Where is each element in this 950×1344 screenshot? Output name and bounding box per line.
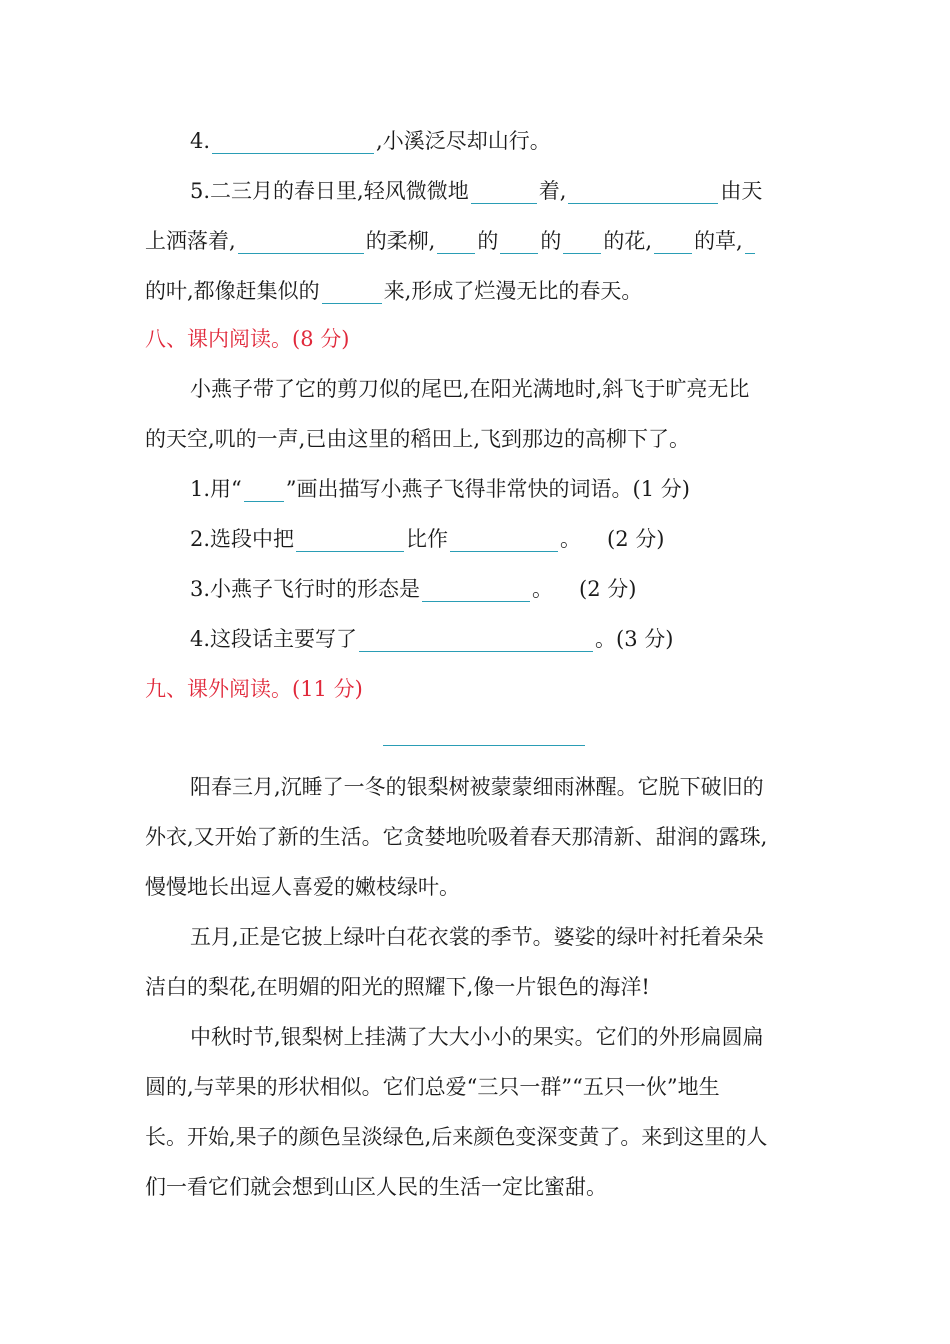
section-8-passage-line: 小燕子带了它的剪刀似的尾巴,在阳光满地时,斜飞于旷亮无比 (190, 377, 750, 401)
q8-4-line (190, 614, 855, 664)
section-8-passage-line: 的天空,叽的一声,已由这里的稻田上,飞到那边的高柳下了。 (145, 427, 691, 451)
q8-1-line (190, 464, 855, 514)
q7-5-line-2 (145, 216, 810, 266)
passage-title-blank[interactable] (383, 745, 585, 746)
q8-2-text: 比作 (406, 527, 449, 551)
q7-5-text: 上洒落着, (145, 229, 236, 253)
q7-4-number: 4. (190, 129, 211, 153)
q7-5-blank-2[interactable] (568, 203, 718, 204)
q7-5-text: 来,形成了烂漫无比的春天。 (383, 279, 643, 303)
section-9-passage-line: 圆的,与苹果的形状相似。它们总爱“三只一群”“五只一伙”地生 (145, 1075, 720, 1099)
q8-4-text: 。(3 分) (595, 627, 674, 651)
q8-2-blank-1[interactable] (296, 551, 404, 552)
q8-4-text: 4.这段话主要写了 (190, 627, 358, 651)
q7-5-text: 的 (477, 229, 499, 253)
q8-3-text: 。 (532, 577, 554, 601)
q7-4-text: ,小溪泛尽却山行。 (376, 129, 551, 153)
q7-5-text: 的柔柳, (365, 229, 436, 253)
q8-3-blank[interactable] (422, 601, 530, 602)
q8-3-line (190, 564, 855, 614)
q7-5-text: 的草, (694, 229, 743, 253)
q7-5-blank-7[interactable] (654, 253, 692, 254)
q7-5-line-3 (145, 266, 810, 316)
q7-5-blank-8[interactable] (745, 253, 755, 254)
q7-5-blank-1[interactable] (471, 203, 537, 204)
section-9-passage-line: 慢慢地长出逗人喜爱的嫩枝绿叶。 (145, 875, 460, 899)
q8-2-blank-2[interactable] (450, 551, 558, 552)
section-9-passage-line: 们一看它们就会想到山区人民的生活一定比蜜甜。 (145, 1175, 607, 1199)
section-8-heading: 八、课内阅读。(8 分) (145, 327, 350, 351)
q7-5-text: 由天 (720, 179, 763, 203)
q7-4-blank[interactable] (212, 153, 374, 154)
q8-3-text: 3.小燕子飞行时的形态是 (190, 577, 421, 601)
section-9-passage-line: 外衣,又开始了新的生活。它贪婪地吮吸着春天那清新、甜润的露珠, (145, 825, 768, 849)
q8-2-text: 。 (560, 527, 582, 551)
q7-5-text: 着, (538, 179, 567, 203)
q8-1-text: 1.用“ (190, 477, 242, 501)
q7-5-blank-6[interactable] (563, 253, 601, 254)
q7-5-blank-9[interactable] (322, 303, 382, 304)
section-9-passage-line: 洁白的梨花,在明媚的阳光的照耀下,像一片银色的海洋! (145, 975, 650, 999)
q7-5-blank-5[interactable] (500, 253, 538, 254)
section-9-heading: 九、课外阅读。(11 分) (145, 677, 363, 701)
q8-1-blank[interactable] (244, 501, 284, 502)
q7-5-text: 的花, (603, 229, 653, 253)
q7-5-text: 的叶,都像赶集似的 (145, 279, 320, 303)
q8-3-score: (2 分) (579, 577, 637, 601)
section-9-passage-line: 五月,正是它披上绿叶白花衣裳的季节。婆娑的绿叶衬托着朵朵 (190, 925, 764, 949)
q7-5-blank-4[interactable] (437, 253, 475, 254)
q7-4-line (190, 116, 855, 166)
section-9-passage-line: 中秋时节,银梨树上挂满了大大小小的果实。它们的外形扁圆扁 (190, 1025, 764, 1049)
q7-5-text: 5.二三月的春日里,轻风微微地 (190, 179, 469, 203)
q7-5-blank-3[interactable] (238, 253, 364, 254)
q8-2-text: 2.选段中把 (190, 527, 295, 551)
q7-5-text: 的 (540, 229, 562, 253)
section-9-passage-line: 阳春三月,沉睡了一冬的银梨树被蒙蒙细雨淋醒。它脱下破旧的 (190, 775, 764, 799)
q7-5-line-1 (190, 166, 855, 216)
q8-2-score: (2 分) (607, 527, 665, 551)
section-9-passage-line: 长。开始,果子的颜色呈淡绿色,后来颜色变深变黄了。来到这里的人 (145, 1125, 768, 1149)
q8-2-line (190, 514, 855, 564)
q8-1-text: ”画出描写小燕子飞得非常快的词语。(1 分) (285, 477, 690, 501)
q8-4-blank[interactable] (359, 651, 593, 652)
